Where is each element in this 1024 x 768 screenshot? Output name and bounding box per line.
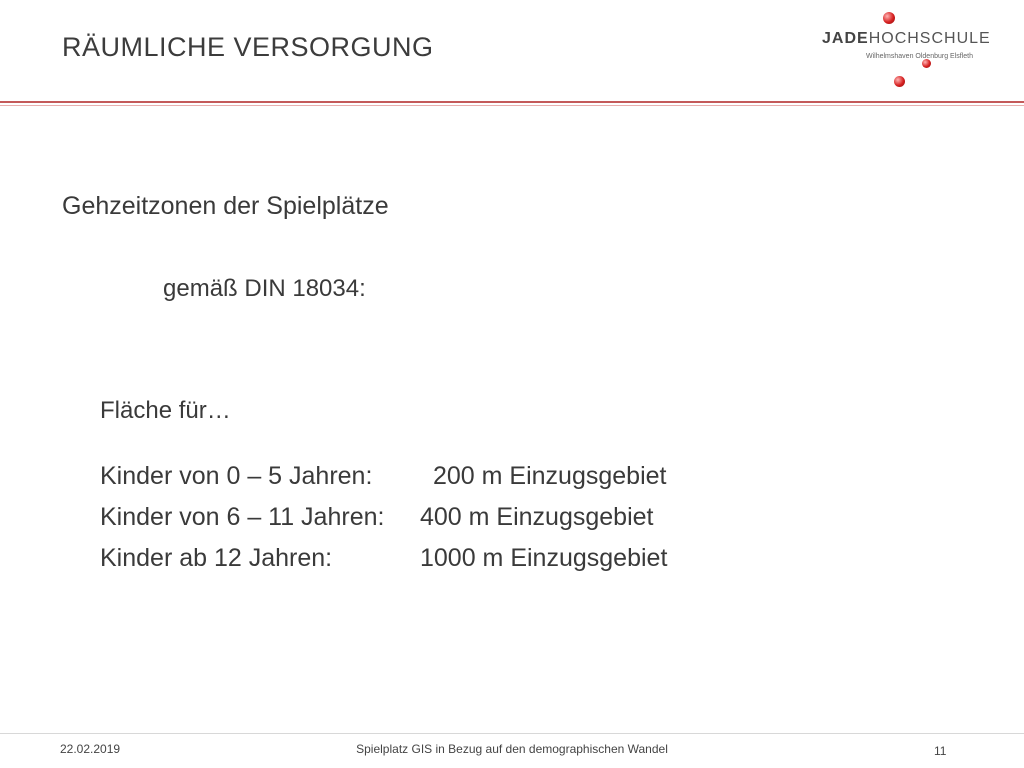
age-group: Kinder ab 12 Jahren: [100, 544, 333, 572]
footer-date: 22.02.2019 [60, 742, 121, 756]
area-label: Fläche für… [100, 397, 231, 424]
header-divider-secondary [0, 105, 1024, 106]
red-sphere-icon [883, 12, 895, 24]
age-group: Kinder von 0 – 5 Jahren: [100, 462, 373, 490]
footer-divider [0, 733, 1024, 734]
footer-title: Spielplatz GIS in Bezug auf den demographischen Wandel [356, 742, 668, 756]
red-sphere-icon [922, 59, 931, 68]
list-item [100, 544, 668, 573]
catchment-distance: 1000 m Einzugsgebiet [420, 544, 668, 572]
content-heading: Gehzeitzonen der Spielplätze [62, 192, 389, 220]
list-item [100, 462, 667, 491]
jade-hochschule-logo [810, 10, 1010, 90]
slide-title: RÄUMLICHE VERSORGUNG [62, 32, 434, 62]
list-item [100, 503, 654, 532]
page-number: 11 [934, 744, 947, 758]
din-reference: gemäß DIN 18034: [163, 275, 366, 302]
red-sphere-icon [894, 76, 905, 87]
age-group: Kinder von 6 – 11 Jahren: [100, 503, 385, 531]
logo-subtitle: Wilhelmshaven Oldenburg Elsfleth [866, 53, 973, 60]
header-divider [0, 101, 1024, 103]
catchment-distance: 400 m Einzugsgebiet [420, 503, 654, 531]
catchment-distance: 200 m Einzugsgebiet [433, 462, 667, 490]
logo-wordmark: JADEHOCHSCHULE [822, 30, 991, 47]
